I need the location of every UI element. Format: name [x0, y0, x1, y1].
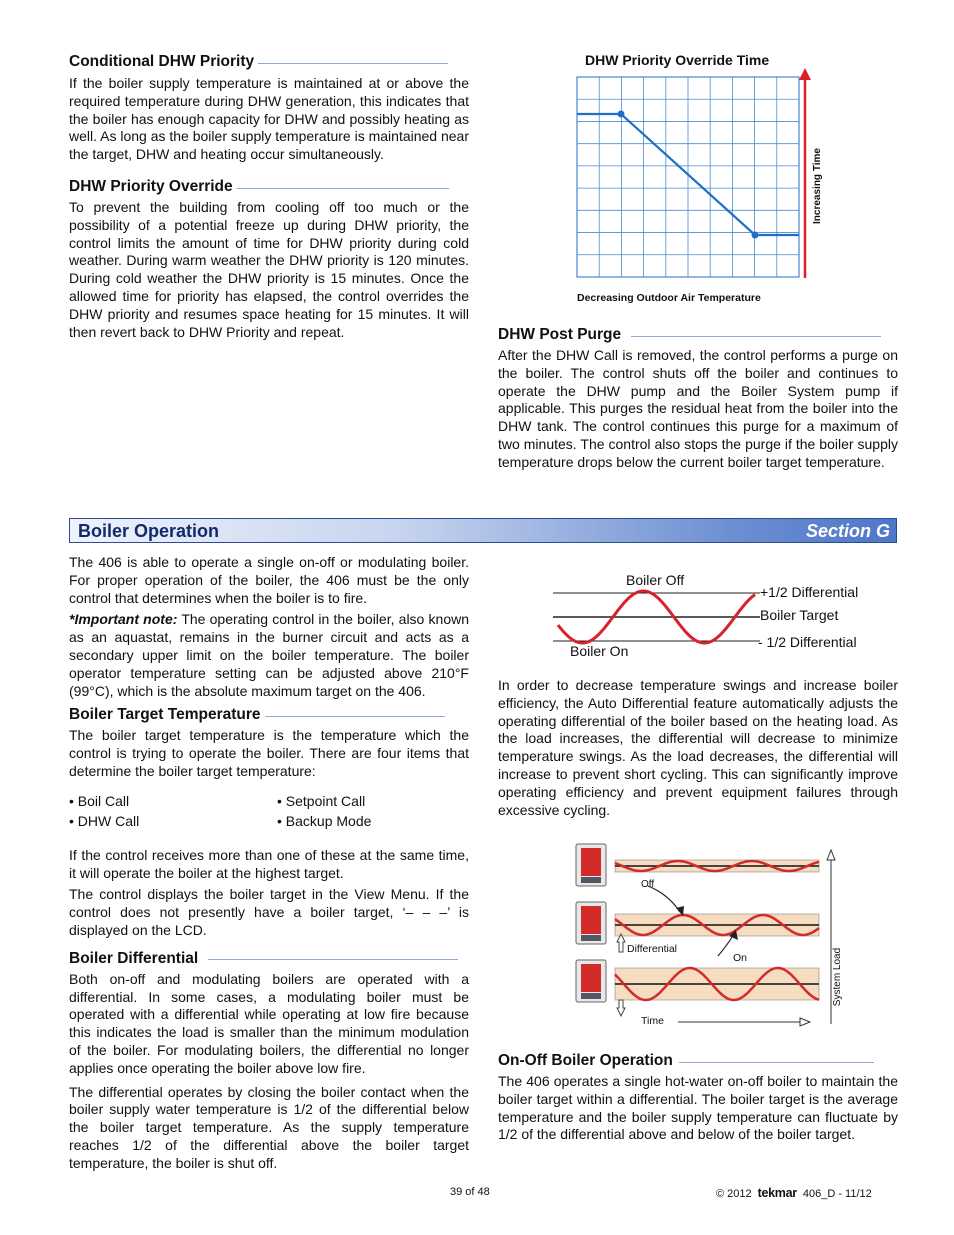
onoff-text: The 406 operates a single hot-water on-off boiler to maintain the boiler target within a differential. The boiler target is the average temperature and the boiler supply temperature can fluctuate by 1/2 of the differential above and below of the boiler target.: [498, 1073, 898, 1143]
onoff-heading: On-Off Boiler Operation: [498, 1052, 898, 1070]
target-label: Boiler Target: [760, 607, 839, 623]
multi-target-text: If the control receives more than one of these at the same time, it will operate the boiler at the highest target.: [69, 846, 469, 881]
priority-point-1: [618, 111, 625, 118]
important-note: [69, 611, 469, 700]
differential-text-2: The differential operates by closing the boiler contact when the boiler supply water temperature is 1/2 of the differential below the boiler target temperature. As the supply temperature reaches 1/2 of the differential above the boiler target temperature, the boiler is shut off.: [69, 1083, 469, 1171]
important-note-label: *Important note:: [69, 611, 178, 628]
differential-heading: Boiler Differential: [69, 950, 469, 968]
section-label: Section G: [805, 521, 890, 541]
bullet-boil-call: • Boil Call: [69, 791, 277, 811]
time-label: Time: [641, 1015, 664, 1027]
target-text: The boiler target temperature is the temperature which the control is trying to operate the boiler. There are four items that determine the boiler target temperature:: [69, 727, 469, 779]
conditional-dhw-section: [69, 53, 469, 164]
boiler-left-column: [69, 554, 469, 1173]
display-text: The control displays the boiler target in the View Menu. If the control does not presently have a boiler target, ‘– – –’ is displayed on the LCD.: [69, 886, 469, 938]
section-title: Boiler Operation: [78, 521, 220, 541]
post-purge-heading: DHW Post Purge: [498, 326, 898, 344]
override-section: [69, 178, 469, 341]
important-note-text: The operating control in the boiler, also known as an aquastat, remains in the burner circuit and acts as a secondary upper limit on the boiler temperature. The boiler operator temperature setting can be adjusted above 210°F (99°C), which is the absolute maximum target on the 406.: [69, 611, 469, 699]
doc-id: 406_D - 11/12: [802, 1188, 872, 1200]
bullet-setpoint-call: • Setpoint Call: [277, 791, 467, 811]
boiler-icon-2: [576, 902, 606, 944]
differential-label: Differential: [627, 943, 677, 955]
override-heading: DHW Priority Override: [69, 178, 469, 196]
priority-y-label: Increasing Time: [812, 148, 823, 224]
bullet-backup-mode: • Backup Mode: [277, 811, 467, 831]
load-diagram: [568, 834, 858, 1034]
copyright: © 2012: [716, 1188, 752, 1200]
priority-chart: [570, 70, 810, 282]
priority-x-label: Decreasing Outdoor Air Temperature: [577, 292, 761, 304]
off-label: Off: [641, 879, 655, 890]
conditional-dhw-text: If the boiler supply temperature is maintained at or above the required temperature during DHW generation, this indicates that the boiler has enough capacity for DHW and possibly heating as well. As long as the boiler supply temperature is maintained near the target, DHW and heating occur simultaneously.: [69, 75, 469, 163]
footer-right: [716, 1186, 872, 1200]
post-purge-text: After the DHW Call is removed, the control performs a purge on the boiler. The control shuts off the boiler and continues to operate the DHW pump and the Boiler System pump if applicable. This purges the residual heat from the boiler into the DHW tank. The control continues this purge for a maximum of two minutes. The control also stops the purge if the boiler supply temperature drops below the current boiler target temperature.: [498, 347, 898, 470]
conditional-dhw-heading: Conditional DHW Priority: [69, 53, 469, 71]
priority-point-2: [752, 232, 759, 239]
plus-diff-label: +1/2 Differential: [760, 584, 859, 600]
auto-diff-section: [498, 677, 898, 819]
boiler-on-label: Boiler On: [570, 643, 629, 659]
target-heading: Boiler Target Temperature: [69, 706, 469, 724]
boiler-intro: The 406 is able to operate a single on-off or modulating boiler. For proper operation of the boiler, the 406 must be the only control that determines when the boiler is to fire.: [69, 554, 469, 606]
onoff-section: [498, 1052, 898, 1144]
target-bullets: [69, 791, 469, 831]
bullet-dhw-call: • DHW Call: [69, 811, 277, 831]
boiler-icon-3: [576, 960, 606, 1002]
page-number: 39 of 48: [450, 1186, 490, 1198]
differential-text: Both on-off and modulating boilers are operated with a differential. In some cases, a modulating boiler must be operated with a differential while operating at low fire because this indicates the load is smaller than the minimum modulation of the boiler. For modulating boilers, the differential no longer applies once operating the boiler above low fire.: [69, 970, 469, 1076]
brand-logo: tekmar: [757, 1186, 797, 1200]
boiler-off-label: Boiler Off: [626, 572, 685, 588]
priority-chart-title: DHW Priority Override Time: [585, 52, 770, 68]
boiler-icon-1: [576, 844, 606, 886]
system-load-label: System Load: [832, 947, 843, 1007]
override-text: To prevent the building from cooling off too much or the possibility of a potential freeze up during DHW priority, the control limits the amount of time for DHW priority during cold weather. During warm weather the DHW priority is 120 minutes. During cold weather the DHW priority is 15 minutes. Once the allowed time for priority has elapsed, the control overrides the DHW priority and resumes space heating for 15 minutes. It will then revert back to DHW Priority and repeat.: [69, 199, 469, 340]
on-label: On: [733, 952, 748, 964]
section-bar: [69, 518, 897, 543]
minus-diff-label: - 1/2 Differential: [758, 634, 857, 650]
post-purge-section: [498, 326, 898, 472]
auto-diff-text: In order to decrease temperature swings and increase boiler efficiency, the Auto Differential feature automatically adjusts the operating differential of the boiler based on the heating load. As the load increases, the differential will decrease to minimize temperature swings. As the load decreases, the differential will increase to prevent short cycling. This can significantly improve operating efficiency and prevent equipment failures through excessive cycling.: [498, 677, 898, 818]
